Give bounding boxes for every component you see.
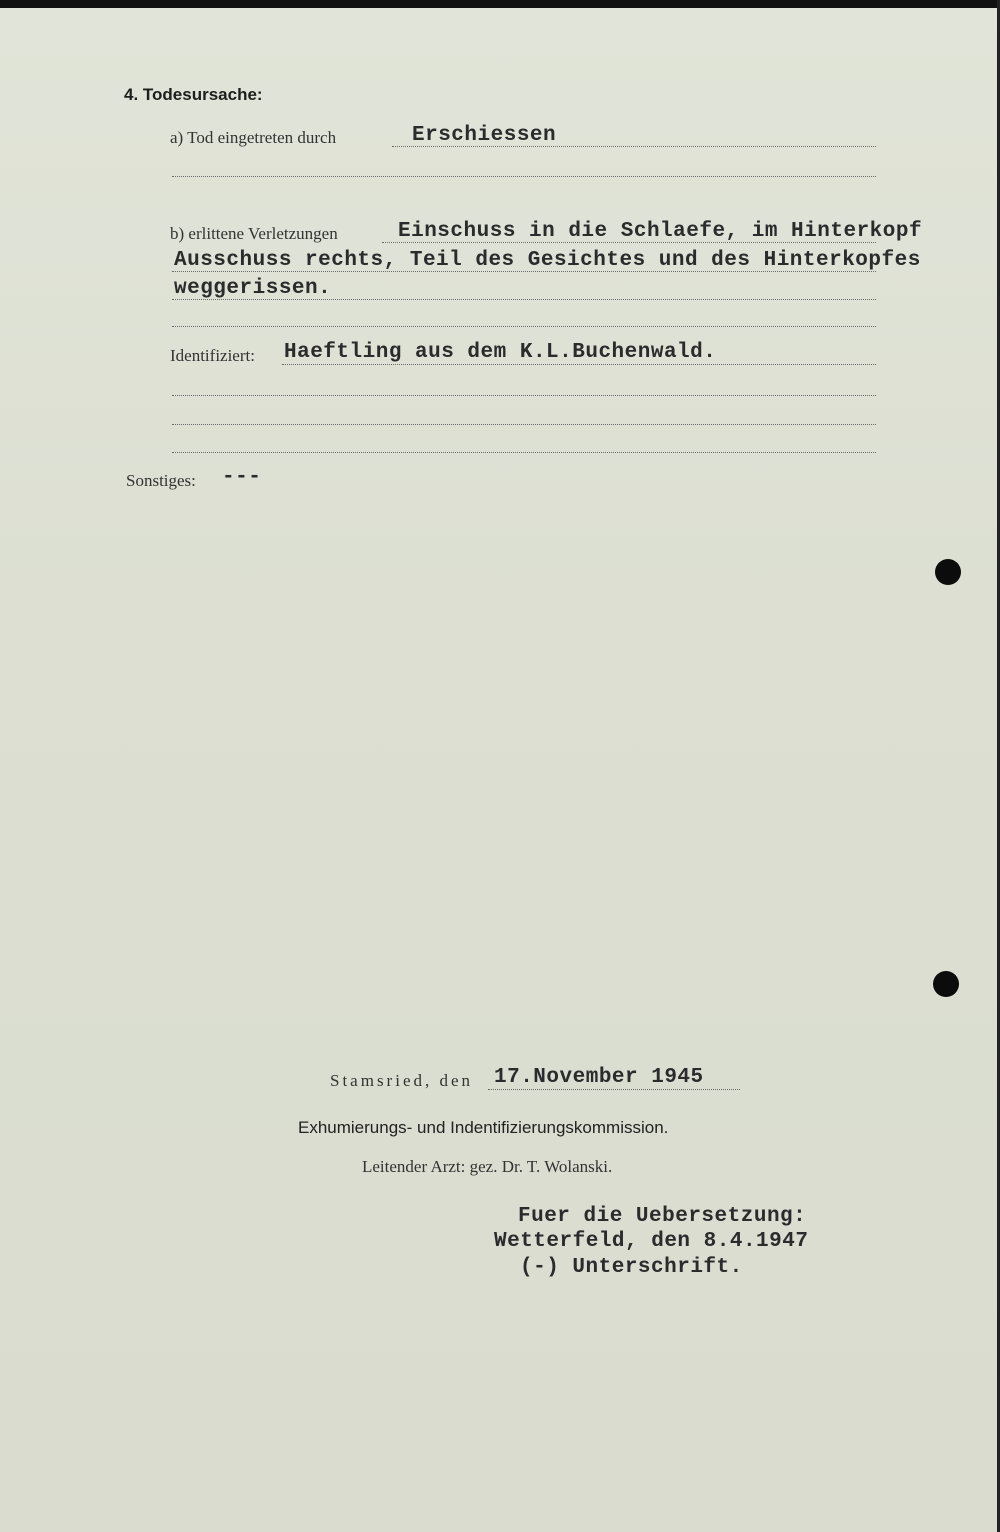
punch-hole (933, 971, 959, 997)
injuries-value-line2: Ausschuss rechts, Teil des Gesichtes und des Hinterkopfes (174, 249, 921, 272)
cause-value: Erschiessen (412, 124, 557, 147)
blank-dotted-line (172, 424, 876, 425)
translation-line3: (-) Unterschrift. (520, 1256, 743, 1279)
date-dotted-line (488, 1089, 740, 1090)
place-label: Stamsried, den (330, 1071, 474, 1090)
identified-value: Haeftling aus dem K.L.Buchenwald. (284, 341, 717, 364)
section-heading: 4. Todesursache: (124, 85, 263, 104)
doctor-line: Leitender Arzt: gez. Dr. T. Wolanski. (362, 1157, 613, 1176)
commission-name: Exhumierungs- und Indentifizierungskommission. (298, 1118, 669, 1137)
other-value: --- (222, 466, 262, 489)
date-value: 17.November 1945 (494, 1066, 704, 1089)
translation-line1: Fuer die Uebersetzung: (518, 1205, 807, 1228)
translation-line2: Wetterfeld, den 8.4.1947 (494, 1230, 809, 1253)
injuries-value-line1: Einschuss in die Schlaefe, im Hinterkopf (398, 220, 923, 243)
other-label: Sonstiges: (126, 471, 196, 490)
blank-dotted-line (172, 395, 876, 396)
blank-dotted-line (172, 452, 876, 453)
punch-hole (935, 559, 961, 585)
scan-top-edge (0, 0, 1000, 8)
cause-label: a) Tod eingetreten durch (170, 128, 337, 147)
blank-dotted-line (172, 176, 876, 177)
identified-dotted-line (282, 364, 876, 365)
injuries-label: b) erlittene Verletzungen (170, 224, 338, 243)
blank-dotted-line (172, 326, 876, 327)
injuries-value-line3: weggerissen. (174, 277, 332, 300)
identified-label: Identifiziert: (170, 346, 255, 365)
